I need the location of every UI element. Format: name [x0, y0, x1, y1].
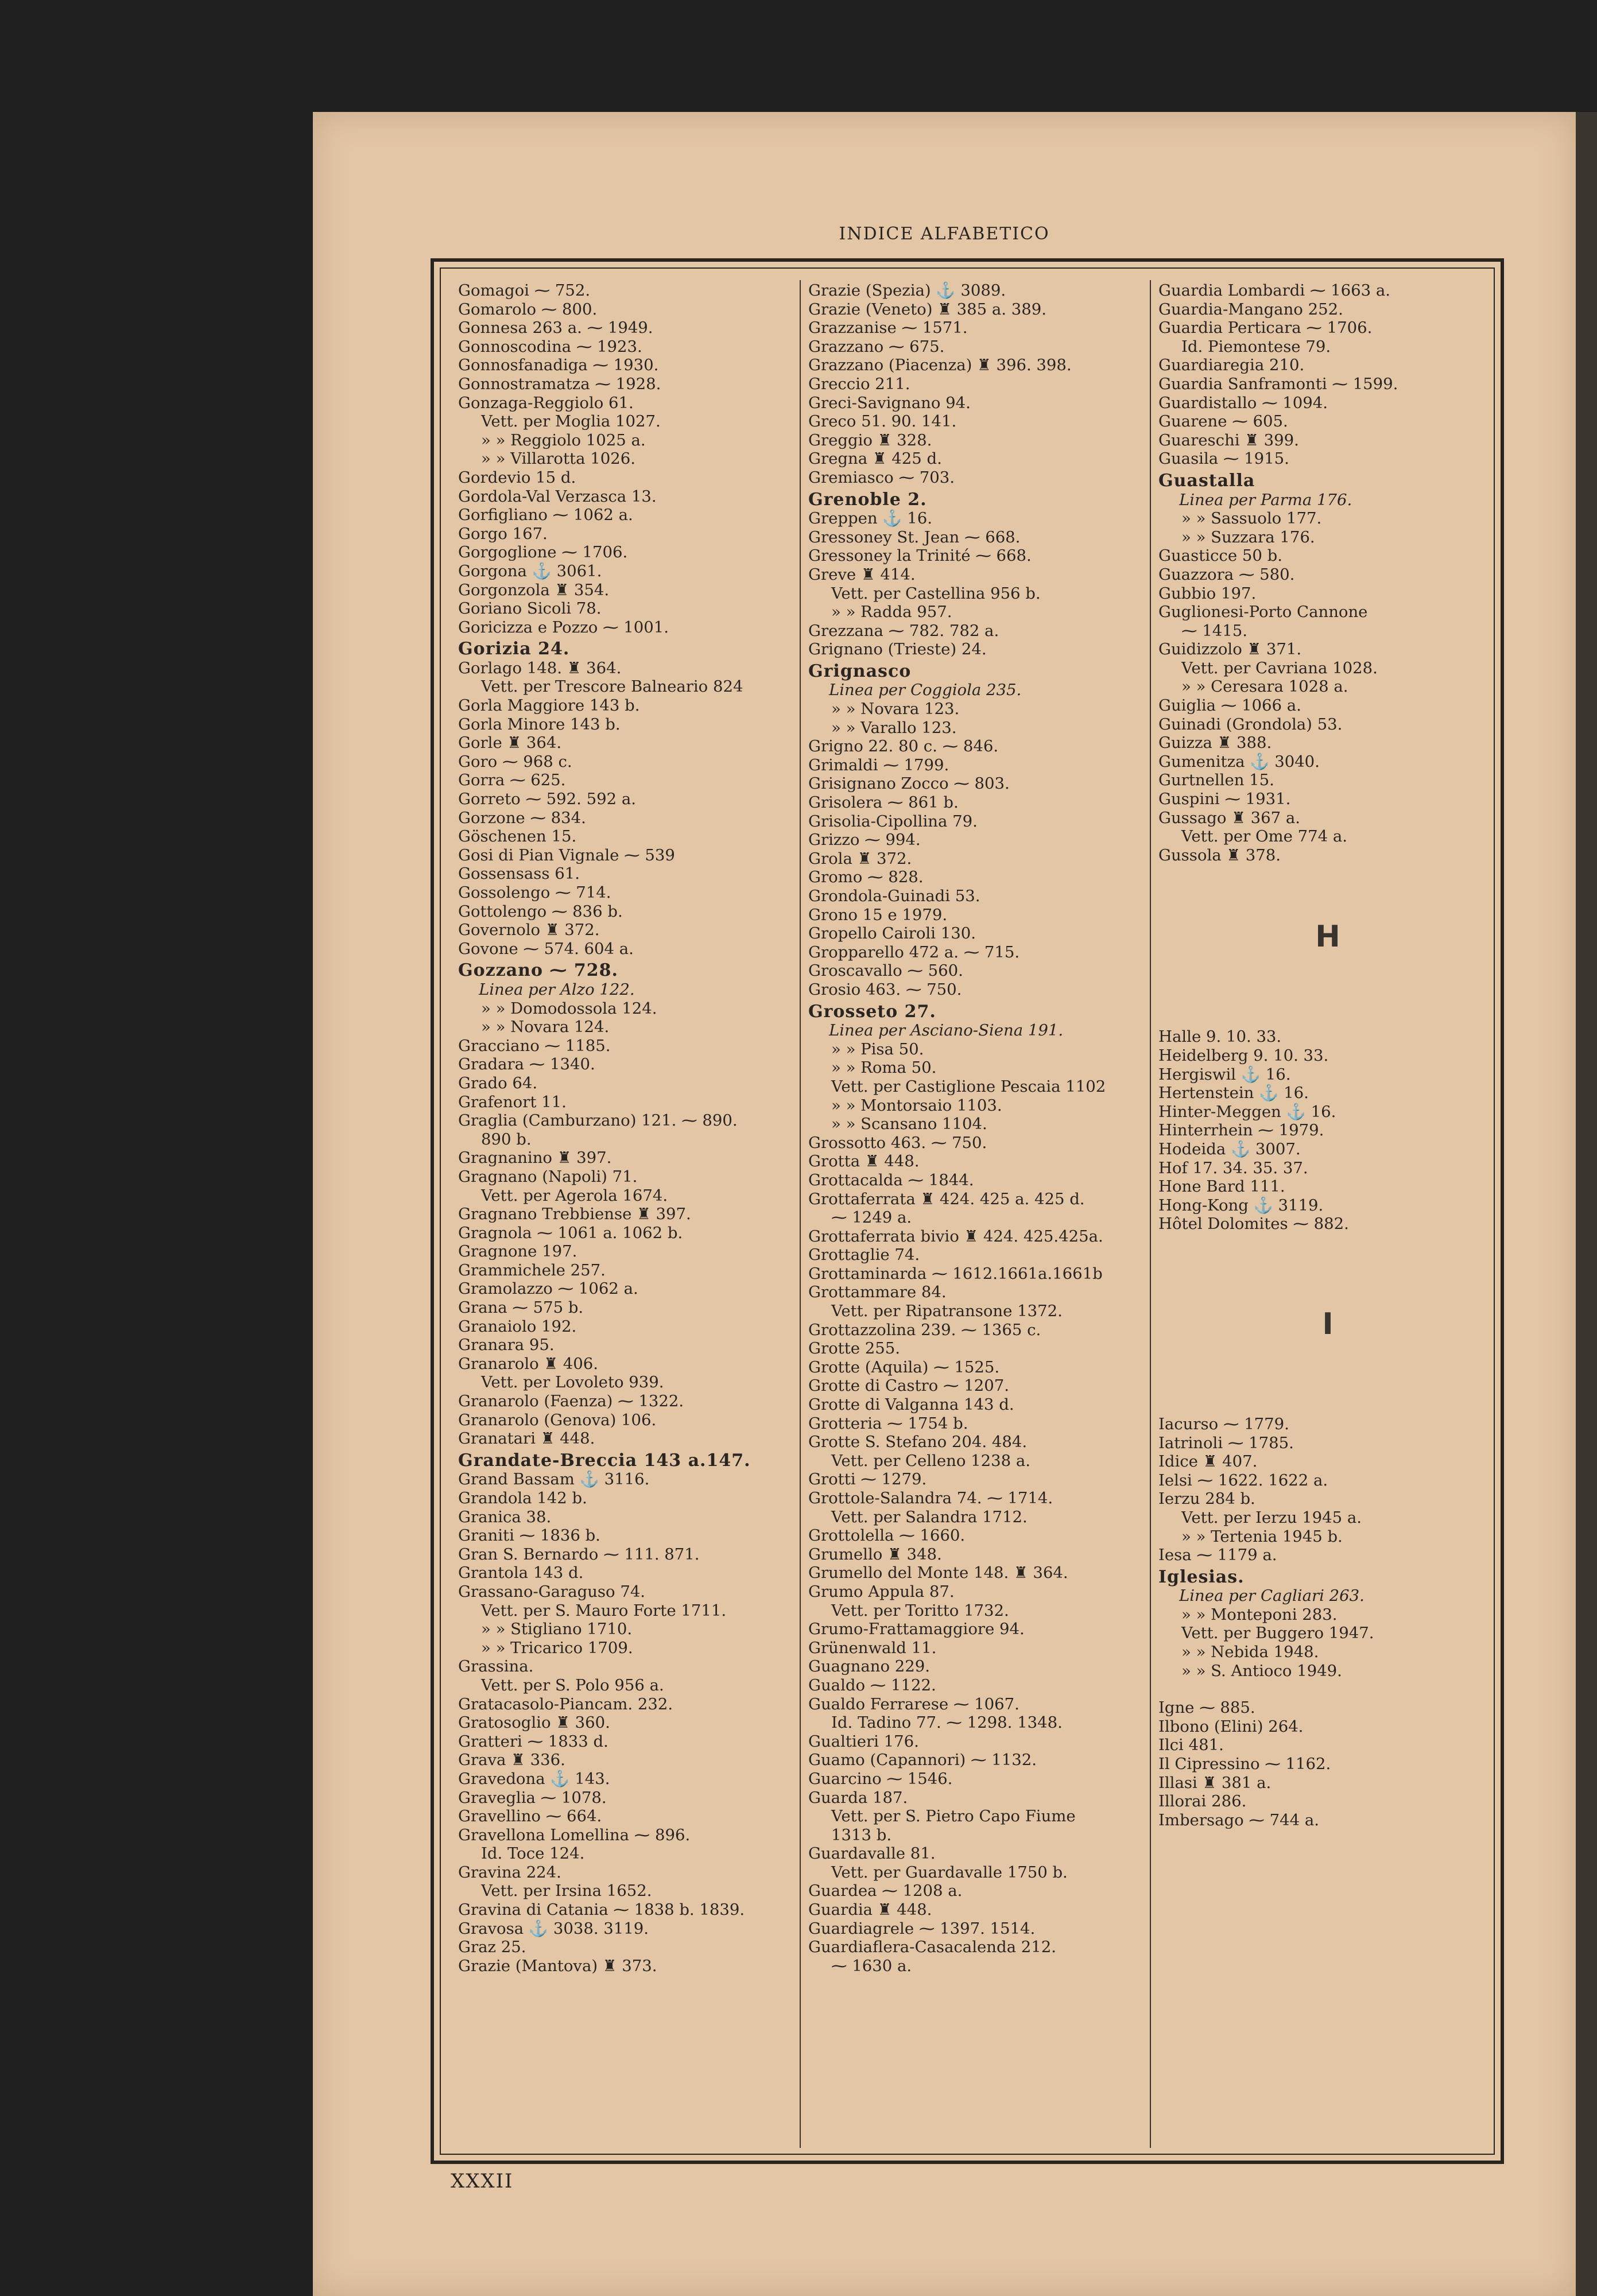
index-entry: Vett. per Toritto 1732. — [831, 1601, 1009, 1620]
index-entry: Illasi ♜ 381 a. — [1158, 1773, 1272, 1792]
index-entry: Id. Tadino 77. ⁓ 1298. 1348. — [831, 1713, 1063, 1732]
index-entry: Grisignano Zocco ⁓ 803. — [808, 774, 1010, 793]
index-entry: Grazzanise ⁓ 1571. — [808, 319, 968, 338]
index-heading: Grosseto 27. — [808, 1001, 936, 1022]
index-entry: Grotte 255. — [808, 1339, 901, 1358]
index-entry: Gratosoglio ♜ 360. — [458, 1713, 610, 1732]
index-entry: Grimaldi ⁓ 1799. — [808, 755, 949, 774]
index-entry: Grazie (Veneto) ♜ 385 a. 389. — [808, 300, 1046, 319]
index-entry: Guidizzolo ♜ 371. — [1158, 640, 1302, 659]
index-entry: Gragnano (Napoli) 71. — [458, 1167, 638, 1186]
index-entry: 1313 b. — [831, 1825, 892, 1844]
index-entry: Gratacasolo-Piancam. 232. — [458, 1694, 673, 1713]
index-entry: Grammichele 257. — [458, 1261, 606, 1279]
index-frame — [431, 258, 1504, 2164]
index-entry: Graniti ⁓ 1836 b. — [458, 1526, 600, 1545]
index-entry: Greppen ⚓ 16. — [808, 509, 933, 528]
index-entry: Illorai 286. — [1158, 1792, 1247, 1811]
index-entry: Gorla Maggiore 143 b. — [458, 696, 640, 715]
index-column-3 — [1158, 281, 1497, 2148]
index-entry: Goriano Sicoli 78. — [458, 599, 602, 618]
index-entry: Gorgonzola ♜ 354. — [458, 580, 610, 599]
index-entry: Guardavalle 81. — [808, 1844, 936, 1863]
index-entry: Linea per Parma 176. — [1179, 490, 1352, 509]
section-letter: I — [1322, 1306, 1334, 1341]
index-entry: » » Nebida 1948. — [1181, 1643, 1319, 1662]
index-entry: Gussago ♜ 367 a. — [1158, 808, 1300, 827]
index-entry: Ierzu 284 b. — [1158, 1490, 1255, 1508]
index-entry: Gordevio 15 d. — [458, 468, 576, 487]
index-entry: » » Novara 123. — [831, 700, 960, 719]
index-entry: Guardia Lombardi ⁓ 1663 a. — [1158, 281, 1391, 300]
index-heading: Guastalla — [1158, 470, 1255, 491]
index-entry: Hergiswil ⚓ 16. — [1158, 1065, 1291, 1084]
index-entry: Gumenitza ⚓ 3040. — [1158, 752, 1320, 771]
index-entry: Guasticce 50 b. — [1158, 546, 1282, 565]
index-entry: Linea per Coggiola 235. — [829, 681, 1022, 700]
book-binding — [1576, 112, 1597, 2296]
index-entry: Grumo-Frattamaggiore 94. — [808, 1620, 1025, 1639]
index-entry: Grünenwald 11. — [808, 1638, 937, 1657]
index-entry: Grigno 22. 80 c. ⁓ 846. — [808, 737, 999, 756]
index-entry: Vett. per Castiglione Pescaia 1102 — [831, 1077, 1106, 1096]
section-letter: H — [1315, 920, 1340, 955]
index-entry: Vett. per Celleno 1238 a. — [831, 1451, 1031, 1470]
index-entry: » » Sassuolo 177. — [1181, 509, 1322, 528]
index-entry: Gropparello 472 a. ⁓ 715. — [808, 943, 1020, 961]
index-entry: Iacurso ⁓ 1779. — [1158, 1414, 1289, 1433]
index-entry: Grola ♜ 372. — [808, 849, 912, 868]
index-entry: ⁓ 1415. — [1181, 621, 1247, 640]
index-entry: Grantola 143 d. — [458, 1564, 584, 1583]
index-entry: Göschenen 15. — [458, 827, 577, 846]
index-entry: Grazzano (Piacenza) ♜ 396. 398. — [808, 356, 1072, 375]
index-entry: Gracciano ⁓ 1185. — [458, 1036, 611, 1055]
index-entry: 890 b. — [481, 1130, 532, 1149]
index-entry: Gorgona ⚓ 3061. — [458, 561, 602, 580]
index-entry: Imbersago ⁓ 744 a. — [1158, 1810, 1319, 1829]
index-entry: Grazzano ⁓ 675. — [808, 337, 945, 356]
index-entry: Grandola 142 b. — [458, 1489, 587, 1507]
spacer — [1158, 1009, 1497, 1027]
index-entry: » » S. Antioco 1949. — [1181, 1661, 1342, 1680]
index-entry: Vett. per Moglia 1027. — [481, 412, 661, 431]
index-entry: » » Roma 50. — [831, 1058, 937, 1077]
index-entry: Ilci 481. — [1158, 1736, 1224, 1755]
index-entry: Gualdo Ferrarese ⁓ 1067. — [808, 1694, 1020, 1713]
spacer — [1158, 864, 1497, 883]
index-entry: Gorla Minore 143 b. — [458, 715, 621, 734]
index-entry: Groscavallo ⁓ 560. — [808, 961, 963, 980]
index-entry: Guarda 187. — [808, 1788, 908, 1807]
index-entry: Grottolella ⁓ 1660. — [808, 1526, 966, 1545]
index-entry: Vett. per Ome 774 a. — [1181, 827, 1347, 846]
index-column-1 — [458, 281, 803, 2148]
index-entry: Gradara ⁓ 1340. — [458, 1055, 595, 1074]
index-entry: Iatrinoli ⁓ 1785. — [1158, 1433, 1294, 1452]
index-entry: Gorgoglione ⁓ 1706. — [458, 543, 628, 562]
index-entry: Gussola ♜ 378. — [1158, 846, 1281, 864]
index-entry: Vett. per Castellina 956 b. — [831, 584, 1041, 603]
index-entry: Grotti ⁓ 1279. — [808, 1470, 927, 1489]
index-entry: Gravedona ⚓ 143. — [458, 1769, 610, 1788]
index-entry: Gossensass 61. — [458, 864, 580, 883]
spacer — [1158, 1252, 1497, 1270]
index-entry: ⁓ 1630 a. — [831, 1956, 912, 1975]
index-column-2 — [808, 281, 1153, 2148]
index-entry: Grumo Appula 87. — [808, 1582, 955, 1601]
index-heading: Gozzano ⁓ 728. — [458, 960, 618, 981]
index-entry: Vett. per Cavriana 1028. — [1181, 658, 1378, 677]
index-entry: Grondola-Guinadi 53. — [808, 887, 980, 905]
index-entry: Grottaglie 74. — [808, 1246, 920, 1265]
index-entry: Gurtnellen 15. — [1158, 771, 1274, 790]
index-entry: Gorfigliano ⁓ 1062 a. — [458, 506, 633, 525]
index-entry: Vett. per Lovoleto 939. — [481, 1373, 664, 1392]
index-entry: Gressoney St. Jean ⁓ 668. — [808, 528, 1021, 546]
index-entry: Greve ♜ 414. — [808, 565, 916, 584]
index-entry: Guareschi ♜ 399. — [1158, 430, 1299, 449]
index-entry: Il Cipressino ⁓ 1162. — [1158, 1755, 1331, 1774]
index-entry: » » Novara 124. — [481, 1018, 610, 1037]
index-entry: Greci-Savignano 94. — [808, 393, 971, 412]
index-entry: Gropello Cairoli 130. — [808, 924, 976, 943]
index-entry: Graveglia ⁓ 1078. — [458, 1788, 607, 1807]
index-entry: Id. Piemontese 79. — [1181, 337, 1331, 356]
spacer — [1158, 1360, 1497, 1378]
index-entry: Gomagoi ⁓ 752. — [458, 281, 591, 300]
index-entry: Granaiolo 192. — [458, 1317, 577, 1336]
index-entry: Ielsi ⁓ 1622. 1622 a. — [1158, 1471, 1328, 1490]
index-entry: Grezzana ⁓ 782. 782 a. — [808, 621, 999, 640]
index-entry: » » Montorsaio 1103. — [831, 1096, 1002, 1115]
index-entry: Gorra ⁓ 625. — [458, 771, 566, 790]
index-entry: Grottaferrata bivio ♜ 424. 425.425a. — [808, 1227, 1103, 1246]
spacer — [1158, 972, 1497, 991]
index-entry: Grottaminarda ⁓ 1612.1661a.1661b — [808, 1264, 1103, 1283]
index-entry: Guardia-Mangano 252. — [1158, 300, 1343, 319]
index-entry: Guarene ⁓ 605. — [1158, 412, 1288, 431]
index-entry: Granarolo (Genova) 106. — [458, 1410, 657, 1429]
index-heading: Grignasco — [808, 661, 912, 681]
index-entry: Granarolo (Faenza) ⁓ 1322. — [458, 1392, 684, 1411]
index-entry: Granatari ♜ 448. — [458, 1429, 595, 1448]
index-entry: Grizzo ⁓ 994. — [808, 831, 921, 850]
spacer — [1158, 1289, 1497, 1307]
index-entry: Grottaferrata ♜ 424. 425 a. 425 d. — [808, 1189, 1085, 1208]
index-entry: Gragnano Trebbiense ♜ 397. — [458, 1205, 691, 1224]
index-entry: » » Pisa 50. — [831, 1040, 924, 1058]
index-entry: Gonzaga-Reggiolo 61. — [458, 393, 634, 412]
index-entry: Gubbio 197. — [1158, 584, 1257, 603]
index-entry: Vett. per S. Polo 956 a. — [481, 1676, 664, 1694]
index-entry: Grotte (Aquila) ⁓ 1525. — [808, 1358, 1000, 1376]
index-entry: » » Stigliano 1710. — [481, 1620, 633, 1639]
index-entry: Grottacalda ⁓ 1844. — [808, 1170, 974, 1189]
index-entry: Guasila ⁓ 1915. — [1158, 449, 1289, 468]
index-entry: » » Monteponi 283. — [1181, 1605, 1338, 1624]
index-entry: Linea per Cagliari 263. — [1179, 1587, 1365, 1605]
index-entry: Grado 64. — [458, 1073, 538, 1092]
index-heading: Grenoble 2. — [808, 489, 927, 510]
index-entry: Guizza ♜ 388. — [1158, 734, 1272, 753]
index-entry: Hof 17. 34. 35. 37. — [1158, 1158, 1308, 1177]
index-entry: » » Tricarico 1709. — [481, 1638, 633, 1657]
index-entry: Gravina 224. — [458, 1863, 561, 1882]
index-entry: Heidelberg 9. 10. 33. — [1158, 1046, 1329, 1065]
index-entry: Gromo ⁓ 828. — [808, 868, 924, 887]
index-entry: Guardistallo ⁓ 1094. — [1158, 393, 1328, 412]
index-entry: Iesa ⁓ 1179 a. — [1158, 1546, 1277, 1565]
index-entry: Grafenort 11. — [458, 1092, 567, 1111]
spacer — [1158, 991, 1497, 1009]
index-entry: Gran S. Bernardo ⁓ 111. 871. — [458, 1545, 700, 1564]
index-entry: Hong-Kong ⚓ 3119. — [1158, 1196, 1324, 1215]
index-frame-inner — [440, 267, 1495, 2155]
index-entry: Gravosa ⚓ 3038. 3119. — [458, 1919, 649, 1938]
index-entry: Granara 95. — [458, 1336, 555, 1355]
index-entry: Gressoney la Trinité ⁓ 668. — [808, 546, 1032, 565]
index-entry: Gravina di Catania ⁓ 1838 b. 1839. — [458, 1901, 745, 1919]
index-entry: Gonnosfanadiga ⁓ 1930. — [458, 356, 659, 375]
index-entry: Gramolazzo ⁓ 1062 a. — [458, 1279, 638, 1298]
index-entry: Igne ⁓ 885. — [1158, 1698, 1255, 1717]
index-entry: Grazie (Mantova) ♜ 373. — [458, 1956, 657, 1975]
spacer — [1158, 883, 1497, 901]
index-entry: Id. Toce 124. — [481, 1844, 585, 1863]
index-entry: Grisolera ⁓ 861 b. — [808, 793, 959, 812]
index-entry: Vett. per S. Mauro Forte 1711. — [481, 1601, 727, 1620]
index-entry: Hertenstein ⚓ 16. — [1158, 1084, 1309, 1103]
index-entry: Gualtieri 176. — [808, 1732, 919, 1751]
index-entry: Vett. per Ripatransone 1372. — [831, 1302, 1063, 1321]
index-entry: Grono 15 e 1979. — [808, 905, 948, 924]
index-entry: Granica 38. — [458, 1507, 552, 1526]
page-header: INDICE ALFABETICO — [839, 224, 1050, 244]
page-content — [313, 112, 1576, 2296]
index-entry: Greco 51. 90. 141. — [808, 412, 957, 431]
index-entry: Govone ⁓ 574. 604 a. — [458, 939, 634, 958]
index-entry: Vett. per Agerola 1674. — [481, 1186, 668, 1205]
index-entry: Guardia Sanframonti ⁓ 1599. — [1158, 374, 1398, 393]
index-entry: Gragnanino ♜ 397. — [458, 1149, 612, 1168]
index-entry: Granarolo ♜ 406. — [458, 1354, 599, 1373]
index-entry: » » Reggiolo 1025 a. — [481, 430, 646, 449]
index-heading: Iglesias. — [1158, 1566, 1245, 1587]
spacer — [1158, 1680, 1497, 1698]
spacer — [1158, 954, 1497, 972]
index-entry: Grumello del Monte 148. ♜ 364. — [808, 1564, 1068, 1583]
index-entry: Linea per Asciano-Siena 191. — [829, 1021, 1064, 1040]
spacer — [1158, 1270, 1497, 1289]
index-entry: Vett. per Irsina 1652. — [481, 1882, 652, 1901]
index-entry: Grava ♜ 336. — [458, 1751, 565, 1770]
index-entry: Grotte di Valganna 143 d. — [808, 1395, 1014, 1414]
index-entry: Guardiaregia 210. — [1158, 356, 1305, 375]
index-entry: » » Villarotta 1026. — [481, 449, 635, 468]
index-entry: Vett. per Buggero 1947. — [1181, 1624, 1374, 1643]
index-entry: ⁓ 1249 a. — [831, 1208, 912, 1227]
index-entry: Gossolengo ⁓ 714. — [458, 883, 611, 902]
index-entry: Grumello ♜ 348. — [808, 1545, 942, 1564]
index-entry: Grisolia-Cipollina 79. — [808, 812, 978, 831]
index-entry: Guazzora ⁓ 580. — [1158, 565, 1295, 584]
index-entry: Hone Bard 111. — [1158, 1177, 1285, 1196]
index-entry: Hôtel Dolomites ⁓ 882. — [1158, 1215, 1349, 1234]
index-entry: » » Radda 957. — [831, 603, 952, 622]
index-entry: Ilbono (Elini) 264. — [1158, 1717, 1304, 1736]
index-entry: Vett. per Ierzu 1945 a. — [1181, 1508, 1362, 1527]
index-entry: Governolo ♜ 372. — [458, 921, 600, 940]
index-entry: Gravellona Lomellina ⁓ 896. — [458, 1825, 691, 1844]
index-entry: Gorzone ⁓ 834. — [458, 808, 586, 827]
index-entry: Gonnostramatza ⁓ 1928. — [458, 374, 661, 393]
index-entry: Guardia ♜ 448. — [808, 1901, 932, 1919]
spacer — [1158, 901, 1497, 920]
index-entry: Grottole-Salandra 74. ⁓ 1714. — [808, 1489, 1053, 1507]
index-heading: Gorizia 24. — [458, 639, 570, 660]
index-entry: Grosio 463. ⁓ 750. — [808, 980, 962, 999]
index-entry: Hinterrhein ⁓ 1979. — [1158, 1121, 1324, 1140]
index-entry: Grand Bassam ⚓ 3116. — [458, 1470, 650, 1489]
spacer — [1158, 1341, 1497, 1360]
index-entry: Gosi di Pian Vignale ⁓ 539 — [458, 846, 675, 864]
index-entry: Grotta ♜ 448. — [808, 1152, 920, 1171]
index-entry: Guinadi (Grondola) 53. — [1158, 715, 1343, 734]
index-entry: » » Tertenia 1945 b. — [1181, 1527, 1343, 1546]
index-entry: Idice ♜ 407. — [1158, 1452, 1258, 1471]
index-entry: Gordola-Val Verzasca 13. — [458, 487, 657, 506]
index-entry: Grana ⁓ 575 b. — [458, 1298, 584, 1317]
index-entry: Hinter-Meggen ⚓ 16. — [1158, 1102, 1336, 1121]
index-entry: Guardia Perticara ⁓ 1706. — [1158, 319, 1373, 338]
index-entry: Gragnola ⁓ 1061 a. 1062 b. — [458, 1223, 683, 1242]
index-heading: Grandate-Breccia 143 a.147. — [458, 1450, 751, 1471]
index-entry: Grassano-Garaguso 74. — [458, 1582, 646, 1601]
index-entry: Gualdo ⁓ 1122. — [808, 1676, 936, 1694]
spacer — [1158, 1378, 1497, 1397]
index-entry: Guarcino ⁓ 1546. — [808, 1769, 953, 1788]
index-entry: Vett. per S. Pietro Capo Fiume — [831, 1807, 1076, 1826]
index-entry: Gragnone 197. — [458, 1242, 577, 1261]
index-entry: Grotte di Castro ⁓ 1207. — [808, 1376, 1009, 1395]
index-entry: Grassina. — [458, 1657, 534, 1676]
index-entry: Vett. per Guardavalle 1750 b. — [831, 1863, 1068, 1882]
spacer — [1158, 1397, 1497, 1415]
index-entry: Gorle ♜ 364. — [458, 734, 562, 753]
index-entry: Gonnoscodina ⁓ 1923. — [458, 337, 642, 356]
page-number: XXXII — [451, 2170, 514, 2193]
index-entry: Grotteria ⁓ 1754 b. — [808, 1414, 968, 1433]
index-entry: Gorlago 148. ♜ 364. — [458, 658, 622, 677]
index-entry: Grottammare 84. — [808, 1283, 947, 1302]
index-entry: Vett. per Salandra 1712. — [831, 1507, 1028, 1526]
index-entry: » » Domodossola 124. — [481, 999, 657, 1018]
index-entry: Hodeida ⚓ 3007. — [1158, 1139, 1301, 1158]
index-entry: » » Varallo 123. — [831, 718, 957, 737]
index-entry: Gravellino ⁓ 664. — [458, 1807, 602, 1826]
index-entry: » » Ceresara 1028 a. — [1181, 677, 1348, 696]
index-entry: Linea per Alzo 122. — [479, 980, 635, 999]
index-entry: Greccio 211. — [808, 374, 910, 393]
index-entry: Halle 9. 10. 33. — [1158, 1027, 1282, 1046]
index-entry: Gorgo 167. — [458, 524, 548, 543]
index-entry: Guardiagrele ⁓ 1397. 1514. — [808, 1919, 1036, 1938]
index-entry: Vett. per Trescore Balneario 824 — [481, 677, 743, 696]
index-entry: Greggio ♜ 328. — [808, 430, 932, 449]
index-entry: » » Suzzara 176. — [1181, 528, 1315, 546]
index-entry: Guiglia ⁓ 1066 a. — [1158, 696, 1301, 715]
spacer — [1158, 1234, 1497, 1252]
index-entry: Grotte S. Stefano 204. 484. — [808, 1433, 1028, 1452]
index-entry: » » Scansano 1104. — [831, 1115, 987, 1134]
index-entry: Guglionesi-Porto Cannone — [1158, 603, 1368, 622]
index-entry: Grottazzolina 239. ⁓ 1365 c. — [808, 1320, 1041, 1339]
index-entry: Guardea ⁓ 1208 a. — [808, 1882, 963, 1901]
index-entry: Goro ⁓ 968 c. — [458, 752, 572, 771]
index-entry: Guamo (Capannori) ⁓ 1132. — [808, 1751, 1037, 1770]
index-entry: Graz 25. — [458, 1938, 526, 1957]
index-entry: Grazie (Spezia) ⚓ 3089. — [808, 281, 1006, 300]
index-entry: Gonnesa 263 a. ⁓ 1949. — [458, 319, 653, 338]
index-entry: Gomarolo ⁓ 800. — [458, 300, 598, 319]
index-entry: Guspini ⁓ 1931. — [1158, 790, 1291, 809]
index-entry: Graglia (Camburzano) 121. ⁓ 890. — [458, 1111, 738, 1130]
index-entry: Grossotto 463. ⁓ 750. — [808, 1133, 987, 1152]
index-entry: Grignano (Trieste) 24. — [808, 640, 987, 659]
index-entry: Goricizza e Pozzo ⁓ 1001. — [458, 618, 669, 637]
index-entry: Gorreto ⁓ 592. 592 a. — [458, 790, 637, 809]
index-entry: Gregna ♜ 425 d. — [808, 449, 942, 468]
index-entry: Gottolengo ⁓ 836 b. — [458, 902, 623, 921]
index-entry: Gremiasco ⁓ 703. — [808, 468, 955, 487]
index-entry: Guagnano 229. — [808, 1657, 931, 1676]
index-entry: Guardiaflera-Casacalenda 212. — [808, 1938, 1056, 1957]
index-entry: Gratteri ⁓ 1833 d. — [458, 1732, 608, 1751]
